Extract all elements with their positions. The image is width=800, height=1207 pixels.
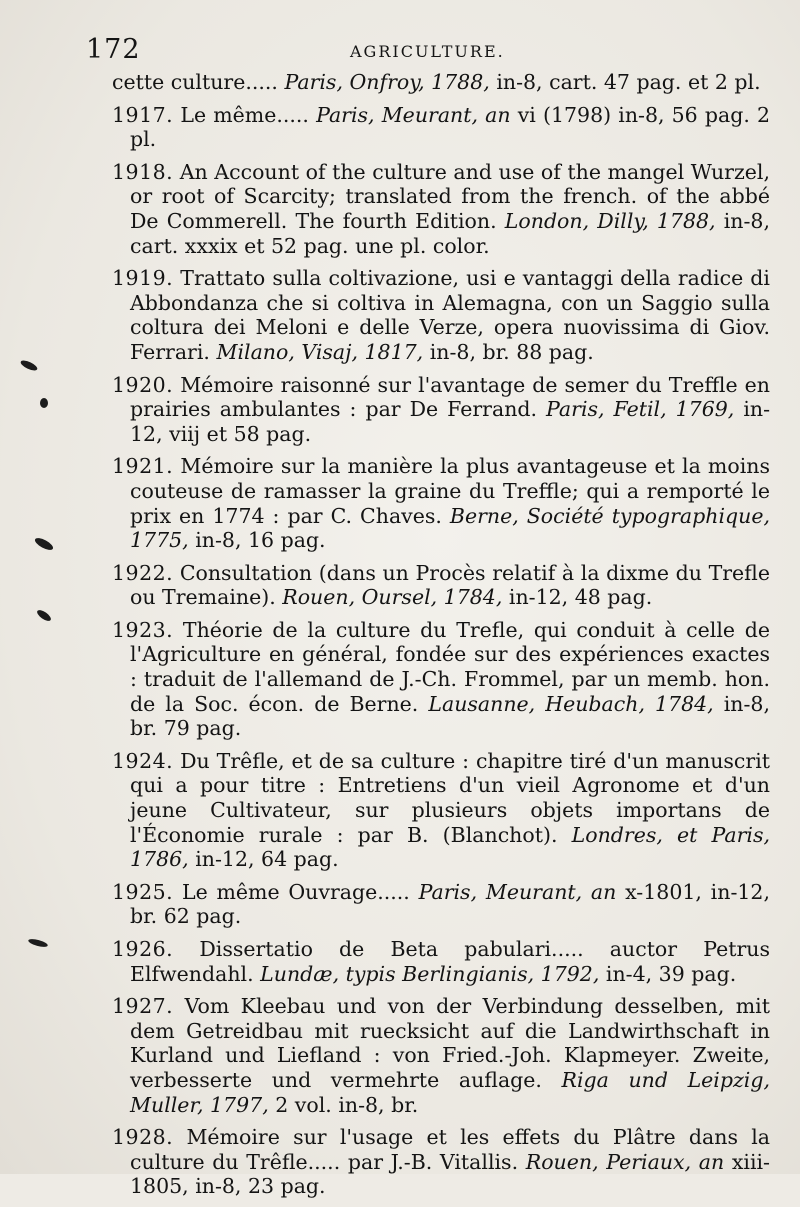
list-item: 1919. Trattato sulla coltivazione, usi e vantaggi della radice di Abbondanza che si coltiva in Alemagna, con un Saggio sulla coltura dei Meloni e delle Verze, opera nuovissima di Giov. Ferrari. Milano, Visaj, 1817, in-8, br. 88 pag. — [112, 266, 770, 364]
list-item: 1917. Le même..... Paris, Meurant, an vi (1798) in-8, 56 pag. 2 pl. — [112, 102, 771, 152]
list-item: 1925. Le même Ouvrage..... Paris, Meurant, an x-1801, in-12, br. 62 pag. — [112, 879, 770, 929]
list-item: cette culture..... Paris, Onfroy, 1788, in-8, cart. 47 pag. et 2 pl. — [112, 70, 761, 94]
list-item: 1926. Dissertatio de Beta pabulari..... auctor Petrus Elfwendahl. Lundæ, typis Berlingianis, 1792, in-4, 39 pag. — [112, 937, 770, 986]
list-item: 1921. Mémoire sur la manière la plus avantageuse et la moins couteuse de ramasser la graine du Treffle; qui a remporté le prix en 1774 : par C. Chaves. Berne, Société typographique, 1775, in-8, 16 pag. — [112, 454, 770, 553]
list-item: 1927. Vom Kleebau und von der Verbindung desselben, mit dem Getreidbau mit ruecksicht auf die Landwirthschaft in Kurland und Liefland : von Fried.-Joh. Klapmeyer. Zweite, verbesserte und vermehrte auflage. Riga und Leipzig, Muller, 1797, 2 vol. in-8, br. — [112, 994, 770, 1117]
margin-ink-mark — [35, 608, 52, 623]
list-item: 1922. Consultation (dans un Procès relatif à la dixme du Trefle ou Tremaine). Rouen, Oursel, 1784, in-12, 48 pag. — [112, 560, 770, 610]
page-number: 172 — [86, 34, 141, 65]
list-item: 1918. An Account of the culture and use of the mangel Wurzel, or root of Scarcity; translated from the french. of the abbé De Commerell. The fourth Edition. London, Dilly, 1788, in-8, cart. xxxix et 52 pag. une pl. color. — [112, 159, 770, 258]
margin-ink-mark — [19, 359, 38, 373]
margin-ink-mark — [33, 536, 54, 552]
list-item: 1920. Mémoire raisonné sur l'avantage de semer du Treffle en prairies ambulantes : par De Ferrand. Paris, Fetil, 1769, in-12, viij et 58 pag. — [112, 372, 770, 446]
list-item: 1928. Mémoire sur l'usage et les effets du Plâtre dans la culture du Trêfle..... par J.-B. Vitallis. Rouen, Periaux, an xiii-1805, in-8, 23 pag. — [112, 1125, 770, 1199]
bibliography-list — [112, 70, 770, 1207]
page-header — [80, 34, 780, 68]
list-item: 1924. Du Trêfle, et de sa culture : chapitre tiré d'un manuscrit qui a pour titre : Entretiens d'un vieil Agronome et d'un jeune Cultivateur, sur plusieurs objets importans de l'Économie rurale : par B. (Blanchot). Londres, et Paris, 1786, in-12, 64 pag. — [112, 748, 770, 872]
margin-ink-mark — [40, 398, 48, 408]
running-title: AGRICULTURE. — [350, 42, 505, 61]
margin-ink-mark — [28, 938, 49, 949]
list-item: 1923. Théorie de la culture du Trefle, qui conduit à celle de l'Agriculture en général, fondée sur des expériences exactes : traduit de l'allemand de J.-Ch. Frommel, par un memb. hon. de la Soc. écon. de Berne. Lausanne, Heubach, 1784, in-8, br. 79 pag. — [112, 617, 770, 741]
